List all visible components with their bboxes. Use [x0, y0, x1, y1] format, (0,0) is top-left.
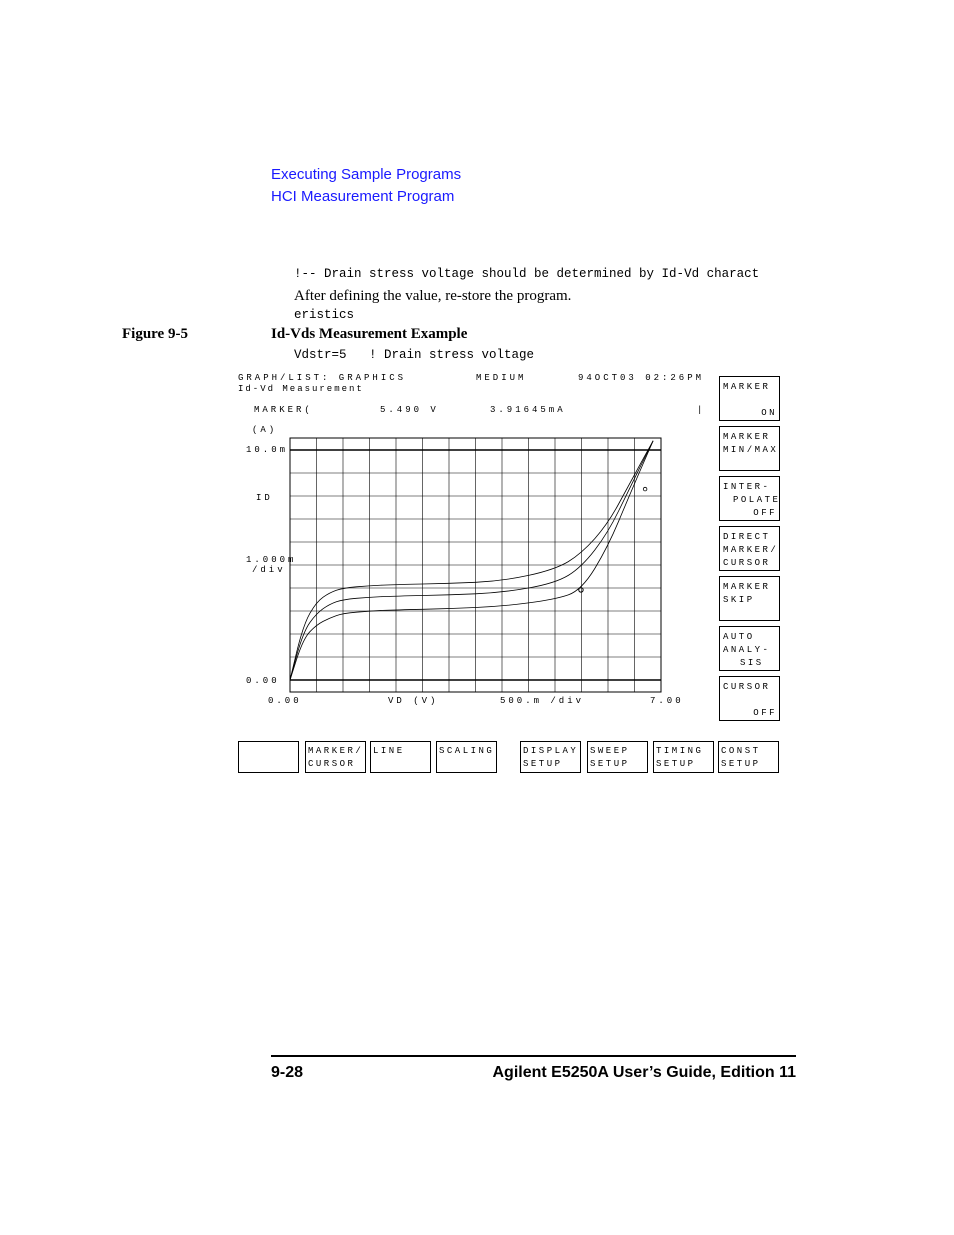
- softkey-label: CONST: [721, 746, 761, 756]
- y-axis-div-value: 1.000m: [246, 555, 297, 565]
- id-vd-chart: [289, 437, 662, 693]
- marker-label: MARKER(: [254, 405, 313, 415]
- softkey-label: DIRECT: [723, 532, 771, 542]
- y-axis-unit: (A): [252, 425, 278, 435]
- softkey-label: SETUP: [721, 759, 761, 769]
- softkey-label: INTER-: [723, 482, 771, 492]
- right-softkey[interactable]: [719, 526, 780, 571]
- softkey-label: SKIP: [723, 595, 755, 605]
- page-number: 9-28: [271, 1064, 304, 1081]
- body-paragraph: After defining the value, re-store the program.: [294, 288, 572, 304]
- data-series-line: [290, 441, 653, 680]
- bottom-softkey[interactable]: [238, 741, 299, 773]
- softkey-label: SCALING: [439, 746, 495, 756]
- right-softkey[interactable]: [719, 626, 780, 671]
- bottom-softkey[interactable]: [305, 741, 366, 773]
- softkey-label: ANALY-: [723, 645, 771, 655]
- chart-markers: [579, 487, 647, 592]
- softkey-label: SETUP: [656, 759, 696, 769]
- footer-rule: [271, 1055, 796, 1057]
- marker-voltage: 5.490 V: [380, 405, 439, 415]
- bottom-softkey[interactable]: [718, 741, 779, 773]
- breadcrumb-subsection[interactable]: HCI Measurement Program: [271, 188, 455, 205]
- right-softkey[interactable]: [719, 476, 780, 521]
- x-axis-div: 500.m /div: [500, 696, 585, 706]
- chart-grid: [290, 438, 661, 692]
- bottom-softkey[interactable]: [587, 741, 648, 773]
- bottom-softkey[interactable]: [370, 741, 431, 773]
- bottom-softkey[interactable]: [653, 741, 714, 773]
- softkey-label: OFF: [753, 508, 777, 518]
- breadcrumb-section[interactable]: Executing Sample Programs: [271, 166, 462, 183]
- softkey-label: MARKER: [723, 382, 771, 392]
- screen-header-mode: GRAPH/LIST: GRAPHICS: [238, 373, 407, 383]
- softkey-label: SWEEP: [590, 746, 630, 756]
- x-axis-name: VD (V): [388, 696, 439, 706]
- softkey-label: MIN/MAX: [723, 445, 779, 455]
- softkey-label: CURSOR: [308, 759, 356, 769]
- right-softkey[interactable]: [719, 426, 780, 471]
- y-axis-name: ID: [256, 493, 273, 503]
- softkey-label: MARKER: [723, 582, 771, 592]
- softkey-label: SIS: [740, 658, 764, 668]
- bottom-softkey[interactable]: [520, 741, 581, 773]
- softkey-label: LINE: [373, 746, 405, 756]
- right-softkey[interactable]: [719, 376, 780, 421]
- code-line: !-- Drain stress voltage should be determined by Id-Vd charact: [294, 267, 760, 281]
- y-axis-top-label: 10.0m: [246, 445, 289, 455]
- softkey-label: CURSOR: [723, 682, 771, 692]
- guide-title: Agilent E5250A User’s Guide, Edition 11: [492, 1064, 796, 1081]
- data-series-line: [290, 441, 653, 680]
- bottom-softkey[interactable]: [436, 741, 497, 773]
- softkey-label: SETUP: [523, 759, 563, 769]
- data-series-line: [290, 441, 653, 680]
- marker-point: [579, 588, 583, 592]
- softkey-label: AUTO: [723, 632, 755, 642]
- marker-point: [643, 487, 647, 491]
- marker-current: 3.91645mA: [490, 405, 566, 415]
- y-axis-bottom-label: 0.00: [246, 676, 280, 686]
- softkey-label: SETUP: [590, 759, 630, 769]
- softkey-label: OFF: [753, 708, 777, 718]
- x-axis-left-label: 0.00: [268, 696, 302, 706]
- code-listing: [294, 241, 759, 376]
- softkey-label: TIMING: [656, 746, 704, 756]
- marker-end: |: [697, 405, 706, 415]
- softkey-label: MARKER/: [308, 746, 364, 756]
- screen-header-title: Id-Vd Measurement: [238, 384, 364, 394]
- y-axis-div-unit: /div: [252, 565, 286, 575]
- softkey-label: MARKER: [723, 432, 771, 442]
- softkey-label: MARKER/: [723, 545, 779, 555]
- screen-header-speed: MEDIUM: [476, 373, 527, 383]
- code-line: eristics: [294, 307, 355, 322]
- x-axis-right-label: 7.00: [650, 696, 684, 706]
- code-line: Vdstr=5 ! Drain stress voltage: [294, 348, 535, 362]
- screen-header-time: 94OCT03 02:26PM: [578, 373, 705, 383]
- softkey-label: POLATE: [733, 495, 781, 505]
- chart-curves: [290, 441, 653, 680]
- softkey-label: ON: [761, 408, 777, 418]
- softkey-label: CURSOR: [723, 558, 771, 568]
- softkey-label: DISPLAY: [523, 746, 579, 756]
- figure-number: Figure 9-5: [122, 326, 188, 342]
- right-softkey[interactable]: [719, 676, 780, 721]
- right-softkey[interactable]: [719, 576, 780, 621]
- figure-title: Id-Vds Measurement Example: [271, 326, 468, 342]
